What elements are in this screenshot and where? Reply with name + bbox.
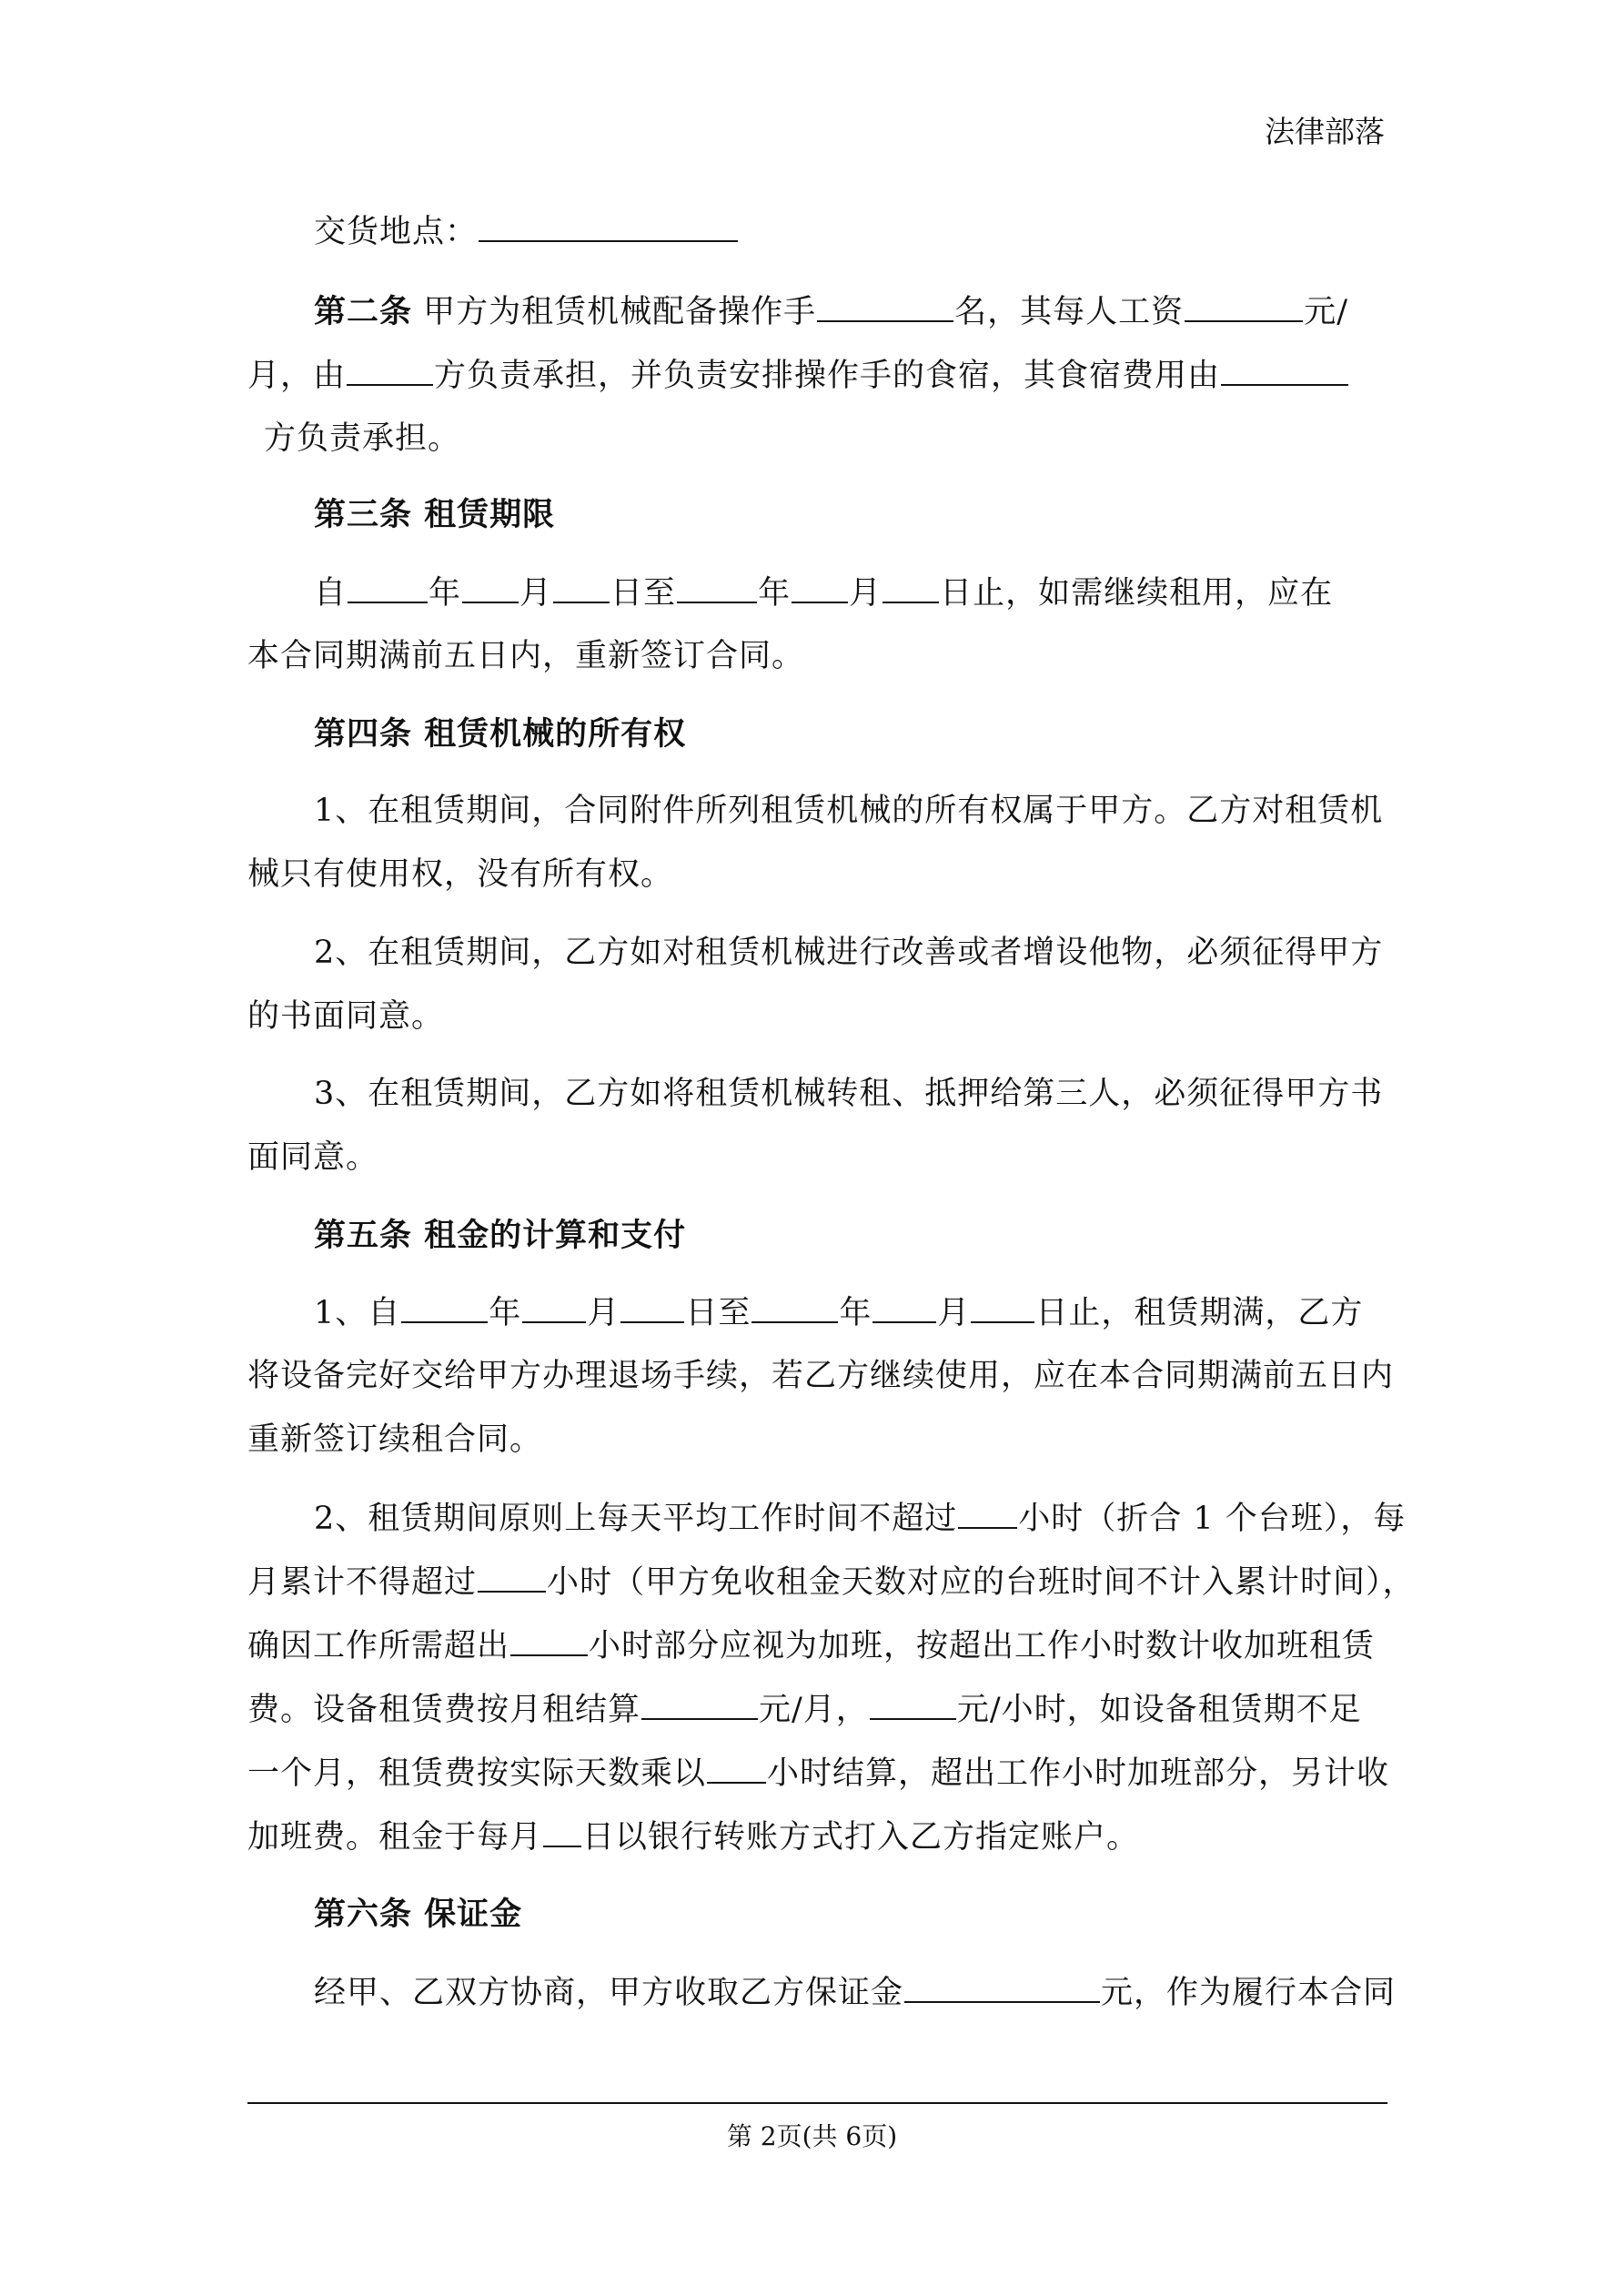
blank-field bbox=[792, 571, 848, 603]
text-run: 小时（甲方免收租金天数对应的台班时间不计入累计时间）， bbox=[547, 1564, 1416, 1601]
blank-field bbox=[641, 1687, 758, 1720]
blank-field bbox=[707, 1751, 766, 1784]
text-run: 经甲、乙双方协商，甲方收取乙方保证金 bbox=[314, 1975, 904, 2011]
article-5-heading: 第五条 租金的计算和支付 bbox=[314, 1217, 687, 1254]
blank-field bbox=[958, 1496, 1017, 1529]
article-4-item-3-line-1: 3、在租赁期间，乙方如将租赁机械转租、抵押给第三人，必须征得甲方书 bbox=[314, 1076, 1384, 1112]
blank-field bbox=[677, 571, 757, 603]
text-run: 月，由 bbox=[247, 358, 347, 394]
page-number: 第 2页(共 6页) bbox=[726, 2121, 898, 2151]
footer-divider bbox=[247, 2102, 1387, 2104]
article-4-item-2-line-2: 的书面同意。 bbox=[247, 998, 445, 1035]
blank-field bbox=[873, 1290, 936, 1323]
text-run: 名，其每人工资 bbox=[954, 294, 1185, 330]
text-run: 月 bbox=[937, 1295, 971, 1331]
article-3-line-1 bbox=[314, 571, 1333, 615]
article-5-item-1-line-2: 将设备完好交给甲方办理退场手续，若乙方继续使用，应在本合同期满前五日内 bbox=[247, 1358, 1395, 1394]
article-5-item-2-line-1 bbox=[314, 1496, 1406, 1541]
blank-field bbox=[479, 209, 738, 242]
text-run: 2、租赁期间原则上每天平均工作时间不超过 bbox=[314, 1501, 958, 1537]
blank-field bbox=[553, 571, 610, 603]
article-4-item-3-line-2: 面同意。 bbox=[247, 1139, 379, 1176]
article-5-item-2-line-4 bbox=[247, 1687, 1362, 1732]
blank-field bbox=[478, 1560, 546, 1593]
article-6-heading: 第六条 保证金 bbox=[314, 1896, 523, 1933]
text-run: 小时部分应视为加班，按超出工作小时数计收加班租赁 bbox=[589, 1628, 1376, 1664]
blank-field bbox=[543, 1815, 581, 1847]
text-run: 月 bbox=[849, 575, 883, 612]
delivery-place-label: 交货地点： bbox=[314, 214, 479, 250]
article-5-item-2-line-6 bbox=[247, 1815, 1139, 1859]
text-run: 日止，租赁期满，乙方 bbox=[1035, 1295, 1364, 1331]
blank-field bbox=[904, 1970, 1100, 2003]
blank-field bbox=[620, 1290, 684, 1323]
blank-field bbox=[817, 289, 953, 322]
blank-field bbox=[348, 571, 428, 603]
article-3-line-2: 本合同期满前五日内，重新签订合同。 bbox=[247, 638, 805, 674]
text-run: 元，作为履行本合同 bbox=[1101, 1975, 1397, 2011]
blank-field bbox=[883, 571, 939, 603]
text-run: 年 bbox=[758, 575, 792, 612]
article-4-item-1-line-1: 1、在租赁期间，合同附件所列租赁机械的所有权属于甲方。乙方对租赁机 bbox=[314, 793, 1384, 829]
text-run: 日止，如需继续租用，应在 bbox=[940, 575, 1334, 612]
article-4-heading: 第四条 租赁机械的所有权 bbox=[314, 715, 687, 753]
article-4-item-2-line-1: 2、在租赁期间，乙方如对租赁机械进行改善或者增设他物，必须征得甲方 bbox=[314, 935, 1384, 971]
text-run: 日至 bbox=[685, 1295, 751, 1331]
blank-field bbox=[401, 1290, 488, 1323]
blank-field bbox=[510, 1623, 588, 1656]
text-run: 月 bbox=[587, 1295, 620, 1331]
article-2-line-1 bbox=[314, 289, 1348, 334]
text-run: 年 bbox=[489, 1295, 522, 1331]
article-6-line-1 bbox=[314, 1970, 1396, 2015]
article-4-item-1-line-2: 械只有使用权，没有所有权。 bbox=[247, 856, 674, 893]
text-run: 方负责承担，并负责安排操作手的食宿，其食宿费用由 bbox=[434, 358, 1221, 394]
text-run: 日以银行转账方式打入乙方指定账户。 bbox=[582, 1819, 1140, 1856]
text-run: 费。设备租赁费按月租结算 bbox=[247, 1692, 641, 1728]
text-run: 年 bbox=[429, 575, 462, 612]
blank-field bbox=[462, 571, 519, 603]
delivery-place-line bbox=[314, 209, 739, 254]
article-5-item-2-line-3 bbox=[247, 1623, 1375, 1668]
article-5-item-1-line-1 bbox=[314, 1290, 1363, 1335]
article-2-line-2 bbox=[247, 353, 1349, 398]
blank-field bbox=[870, 1687, 956, 1720]
text-run: 日至 bbox=[610, 575, 677, 612]
header-source: 法律部落 bbox=[1265, 114, 1385, 149]
text-run: 月累计不得超过 bbox=[247, 1564, 478, 1601]
text-run: 元/ bbox=[1304, 294, 1348, 330]
text-run: 1、自 bbox=[314, 1295, 401, 1331]
blank-field bbox=[347, 353, 433, 386]
text-run: 甲方为租赁机械配备操作手 bbox=[423, 294, 817, 330]
blank-field bbox=[751, 1290, 838, 1323]
article-5-item-2-line-5 bbox=[247, 1751, 1389, 1795]
blank-field bbox=[1221, 353, 1348, 386]
text-run: 元/小时，如设备租赁期不足 bbox=[956, 1692, 1362, 1728]
article-2-line-3 bbox=[264, 417, 460, 460]
text-run: 小时（折合 1 个台班），每 bbox=[1018, 1501, 1407, 1537]
text-run: 元/月， bbox=[759, 1692, 869, 1728]
blank-field bbox=[971, 1290, 1034, 1323]
text-run: 月 bbox=[519, 575, 553, 612]
article-2-heading: 第二条 bbox=[314, 293, 413, 330]
text-run: 方负责承担。 bbox=[264, 420, 461, 457]
blank-field bbox=[522, 1290, 586, 1323]
article-5-item-2-line-2 bbox=[247, 1560, 1416, 1604]
text-run: 自 bbox=[314, 575, 348, 612]
text-run: 加班费。租金于每月 bbox=[247, 1819, 543, 1856]
blank-field bbox=[1185, 289, 1303, 322]
text-run: 年 bbox=[839, 1295, 873, 1331]
text-run: 确因工作所需超出 bbox=[247, 1628, 510, 1664]
text-run: 一个月，租赁费按实际天数乘以 bbox=[247, 1755, 707, 1792]
text-run: 小时结算，超出工作小时加班部分，另计收 bbox=[767, 1755, 1390, 1792]
article-3-heading: 第三条 租赁期限 bbox=[314, 496, 556, 533]
article-5-item-1-line-3: 重新签订续租合同。 bbox=[247, 1421, 543, 1458]
